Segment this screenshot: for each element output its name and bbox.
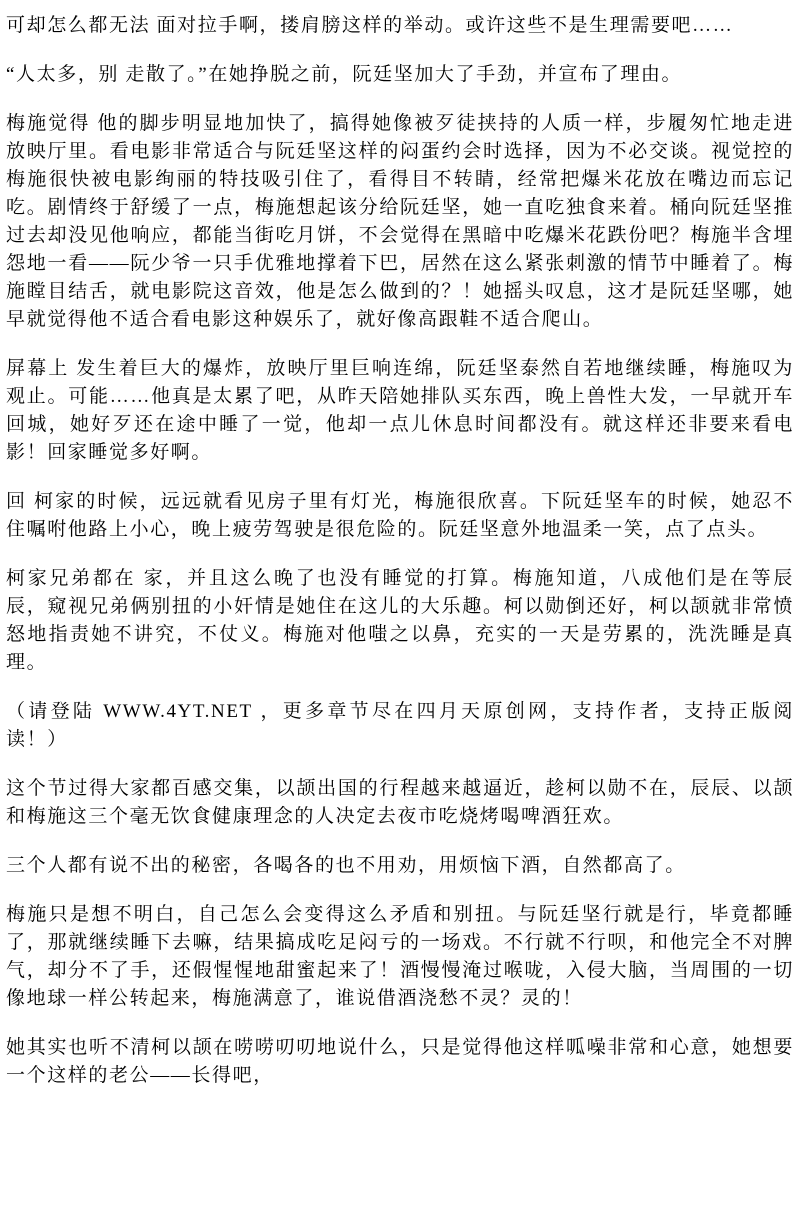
paragraph: 可却怎么都无法 面对拉手啊，搂肩膀这样的举动。或许这些不是生理需要吧…… <box>6 15 734 36</box>
paragraph: 她其实也听不清柯以颉在唠唠叨叨地说什么，只是觉得他这样呱噪非常和心意，她想要一个这样的老公——长得吧， <box>6 1037 794 1086</box>
paragraph: 梅施只是想不明白，自己怎么会变得这么矛盾和别扭。与阮廷坚行就是行，毕竟都睡了，那就继续睡下去嘛，结果搞成吃足闷亏的一场戏。不行就不行呗，和他完全不对脾气，却分不了手，还假惺惺地甜蜜起来了！酒慢慢淹过喉咙，入侵大脑，当周围的一切像地球一样公转起来，梅施满意了，谁说借酒浇愁不灵？灵的！ <box>6 904 794 1009</box>
paragraph: 这个节过得大家都百感交集，以颉出国的行程越来越逼近，趁柯以勋不在，辰辰、以颉和梅施这三个毫无饮食健康理念的人决定去夜市吃烧烤喝啤酒狂欢。 <box>6 778 794 827</box>
paragraph: 三个人都有说不出的秘密，各喝各的也不用劝，用烦恼下酒，自然都高了。 <box>6 855 686 876</box>
paragraph: 回 柯家的时候，远远就看见房子里有灯光，梅施很欣喜。下阮廷坚车的时候，她忍不住嘱咐他路上小心，晚上疲劳驾驶是很危险的。阮廷坚意外地温柔一笑，点了点头。 <box>6 491 794 540</box>
paragraph: “人太多，别 走散了。”在她挣脱之前，阮廷坚加大了手劲，并宣布了理由。 <box>6 64 683 85</box>
paragraph-site-promo: （请登陆 WWW.4YT.NET ，更多章节尽在四月天原创网，支持作者，支持正版阅读！） <box>6 701 794 750</box>
paragraph: 柯家兄弟都在 家，并且这么晚了也没有睡觉的打算。梅施知道，八成他们是在等辰辰，窥视兄弟俩别扭的小奸情是她住在这儿的大乐趣。柯以勋倒还好，柯以颉就非常愤怒地指责她不讲究，不仗义。梅施对他嗤之以鼻，充实的一天是劳累的，洗洗睡是真理。 <box>6 568 794 673</box>
paragraph: 梅施觉得 他的脚步明显地加快了，搞得她像被歹徒挟持的人质一样，步履匆忙地走进放映厅里。看电影非常适合与阮廷坚这样的闷蛋约会时选择，因为不必交谈。视觉控的梅施很快被电影绚丽的特技吸引住了，看得目不转睛，经常把爆米花放在嘴边而忘记吃。剧情终于舒缓了一点，梅施想起该分给阮廷坚，她一直吃独食来着。桶向阮廷坚推过去却没见他响应，都能当街吃月饼，不会觉得在黑暗中吃爆米花跌份吧？梅施半含埋怨地一看——阮少爷一只手优雅地撑着下巴，居然在这么紧张刺激的情节中睡着了。梅施瞠目结舌，就电影院这音效，他是怎么做到的？！她摇头叹息，这才是阮廷坚哪，她早就觉得他不适合看电影这种娱乐了，就好像高跟鞋不适合爬山。 <box>6 113 794 330</box>
paragraph: 屏幕上 发生着巨大的爆炸，放映厅里巨响连绵，阮廷坚泰然自若地继续睡，梅施叹为观止。可能……他真是太累了吧，从昨天陪她排队买东西，晚上兽性大发，一早就开车回城，她好歹还在途中睡了一觉，他却一点儿休息时间都没有。就这样还非要来看电影！回家睡觉多好啊。 <box>6 358 794 463</box>
